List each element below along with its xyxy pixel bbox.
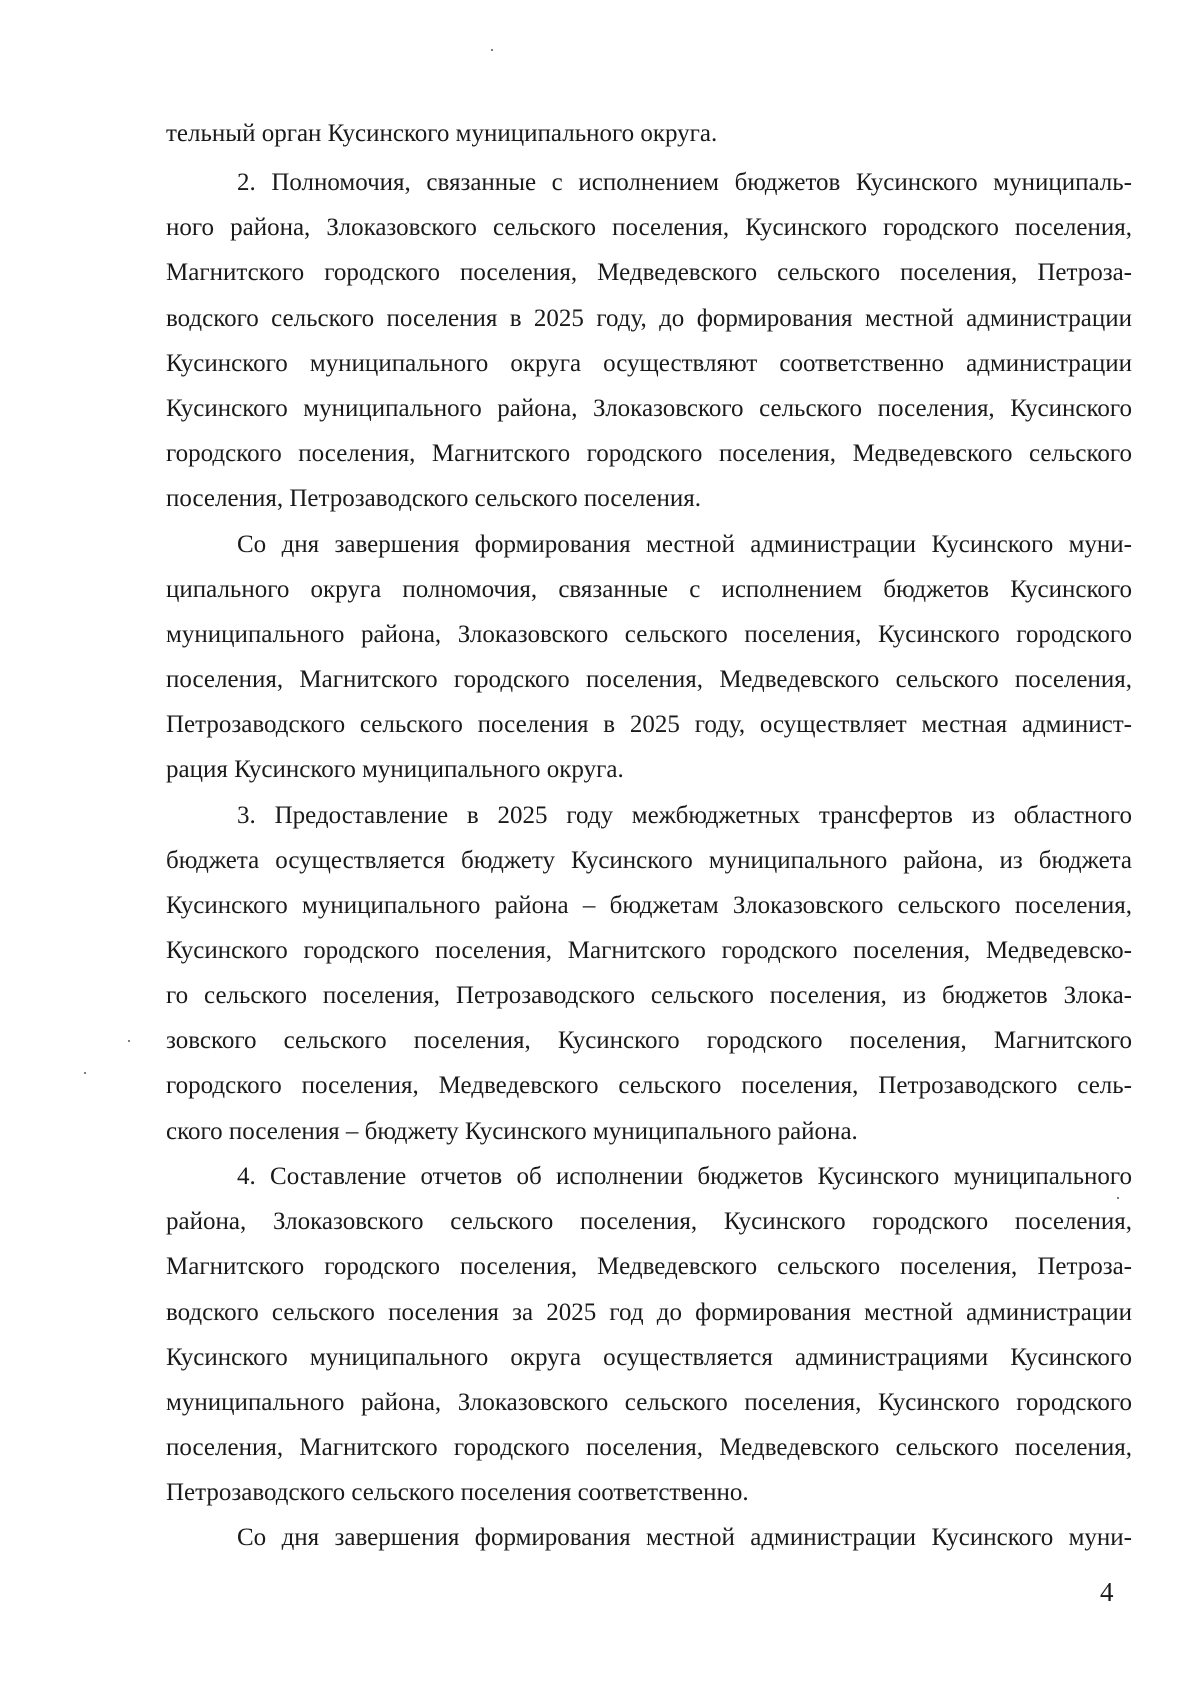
- scan-speck: [491, 49, 493, 51]
- text-line: Кусинского городского поселения, Магнитского городского поселения, Медведевско-: [166, 937, 1132, 964]
- text-line: ского поселения – бюджету Кусинского муниципального района.: [166, 1118, 858, 1145]
- text-line: поселения, Магнитского городского поселения, Медведевского сельского поселения,: [166, 666, 1132, 693]
- text-line: рация Кусинского муниципального округа.: [166, 756, 624, 783]
- text-line: поселения, Магнитского городского поселения, Медведевского сельского поселения,: [166, 1434, 1132, 1461]
- text-line: Кусинского муниципального округа осуществляют соответственно администрации: [166, 350, 1132, 377]
- scan-speck: [84, 1072, 86, 1074]
- scan-speck: [1117, 1197, 1119, 1199]
- text-line: Кусинского муниципального округа осуществляется администрациями Кусинского: [166, 1344, 1132, 1371]
- paragraph-3-first-line: 3. Предоставление в 2025 году межбюджетных трансфертов из областного: [237, 802, 1132, 829]
- text-line: муниципального района, Злоказовского сельского поселения, Кусинского городского: [166, 1389, 1132, 1416]
- text-line: Магнитского городского поселения, Медведевского сельского поселения, Петроза-: [166, 259, 1132, 286]
- text-line: поселения, Петрозаводского сельского поселения.: [166, 485, 701, 512]
- page-number: 4: [1100, 1577, 1114, 1607]
- text-line: муниципального района, Злоказовского сельского поселения, Кусинского городского: [166, 621, 1132, 648]
- text-line: водского сельского поселения за 2025 год до формирования местной администрации: [166, 1299, 1132, 1326]
- text-line: Кусинского муниципального района, Злоказовского сельского поселения, Кусинского: [166, 395, 1132, 422]
- paragraph-4-first-line: 4. Составление отчетов об исполнении бюджетов Кусинского муниципального: [237, 1163, 1132, 1190]
- text-line: водского сельского поселения в 2025 году, до формирования местной администрации: [166, 305, 1132, 332]
- text-line: ного района, Злоказовского сельского поселения, Кусинского городского поселения,: [166, 214, 1132, 241]
- scan-speck: [128, 1040, 130, 1042]
- text-line: Кусинского муниципального района – бюджетам Злоказовского сельского поселения,: [166, 892, 1132, 919]
- text-line: бюджета осуществляется бюджету Кусинского муниципального района, из бюджета: [166, 847, 1132, 874]
- text-line: зовского сельского поселения, Кусинского городского поселения, Магнитского: [166, 1027, 1132, 1054]
- text-line: Петрозаводского сельского поселения соответственно.: [166, 1479, 749, 1506]
- text-line: го сельского поселения, Петрозаводского сельского поселения, из бюджетов Злока-: [166, 982, 1132, 1009]
- text-line: ципального округа полномочия, связанные с исполнением бюджетов Кусинского: [166, 576, 1132, 603]
- text-line: тельный орган Кусинского муниципального округа.: [166, 120, 718, 147]
- paragraph-first-line: Со дня завершения формирования местной администрации Кусинского муни-: [237, 531, 1132, 558]
- text-line: городского поселения, Медведевского сельского поселения, Петрозаводского сель-: [166, 1072, 1132, 1099]
- text-line: Петрозаводского сельского поселения в 2025 году, осуществляет местная админист-: [166, 711, 1132, 738]
- text-line: района, Злоказовского сельского поселения, Кусинского городского поселения,: [166, 1208, 1132, 1235]
- text-line: городского поселения, Магнитского городского поселения, Медведевского сельского: [166, 440, 1132, 467]
- paragraph-2-first-line: 2. Полномочия, связанные с исполнением бюджетов Кусинского муниципаль-: [237, 169, 1132, 196]
- paragraph-first-line: Со дня завершения формирования местной администрации Кусинского муни-: [237, 1524, 1132, 1551]
- text-line: Магнитского городского поселения, Медведевского сельского поселения, Петроза-: [166, 1253, 1132, 1280]
